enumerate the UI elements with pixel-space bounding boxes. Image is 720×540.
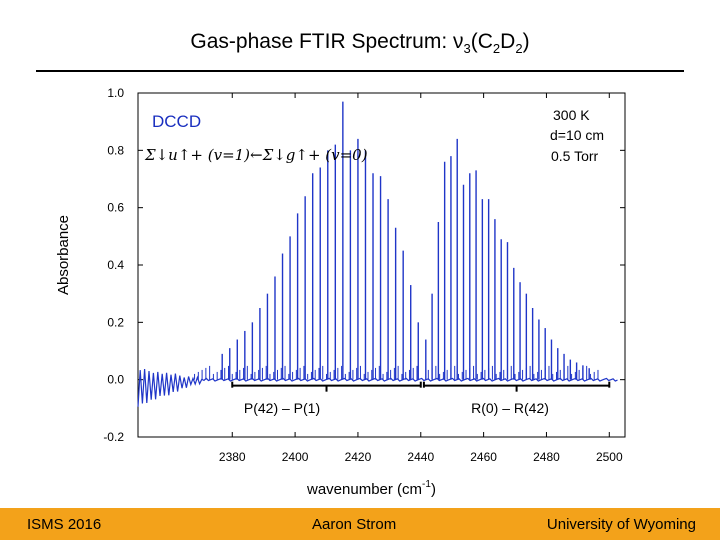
x-axis-label-text: wavenumber (cm [307, 481, 423, 498]
r-branch-label: R(0) – R(42) [471, 400, 549, 416]
x-tick-label: 2380 [218, 450, 246, 464]
y-tick-label: 0.6 [107, 200, 124, 215]
x-tick-label: 2500 [595, 450, 623, 464]
title-subscript-2: 2 [492, 41, 501, 57]
y-tick-label: 0.8 [107, 143, 124, 158]
transition-label: Σ↓u↑+ (v=1)←Σ↓g↑+ (v=0) [145, 146, 368, 164]
footer-bar [0, 508, 720, 540]
x-tick-label: 2460 [470, 450, 497, 464]
condition-pressure: 0.5 Torr [551, 148, 599, 164]
footer-conference: ISMS 2016 [27, 516, 102, 533]
condition-temperature: 300 K [553, 107, 590, 123]
footer-affiliation: University of Wyoming [546, 516, 696, 533]
x-axis-label-end: ) [430, 481, 436, 498]
y-tick-label: 0.2 [107, 315, 124, 330]
y-tick-label: 0.0 [107, 372, 124, 387]
condition-pathlength: d=10 cm [550, 127, 605, 143]
y-axis-label: Absorbance [55, 214, 72, 296]
title-formula-d: D [500, 30, 516, 53]
x-tick-label: 2480 [533, 450, 560, 464]
title-formula-c: (C [470, 30, 493, 53]
molecule-label: DCCD [152, 112, 202, 131]
x-tick-label: 2400 [281, 450, 309, 464]
p-branch-label: P(42) – P(1) [243, 400, 321, 416]
y-tick-label: 0.4 [107, 258, 124, 272]
x-tick-label: 2440 [407, 450, 435, 464]
title-nu: ν [453, 30, 464, 53]
title-subscript-3: 2 [515, 41, 523, 57]
x-axis-label-sup: -1 [422, 479, 431, 490]
title-subscript-1: 3 [463, 41, 471, 57]
title-formula-close: ) [522, 30, 530, 53]
x-tick-label: 2420 [344, 450, 372, 464]
y-tick-label: 1.0 [107, 86, 124, 100]
footer-author: Aaron Strom [312, 516, 397, 533]
x-axis-label [306, 479, 436, 498]
title-text: Gas-phase FTIR Spectrum: [190, 30, 454, 53]
y-tick-label: -0.2 [103, 430, 124, 444]
